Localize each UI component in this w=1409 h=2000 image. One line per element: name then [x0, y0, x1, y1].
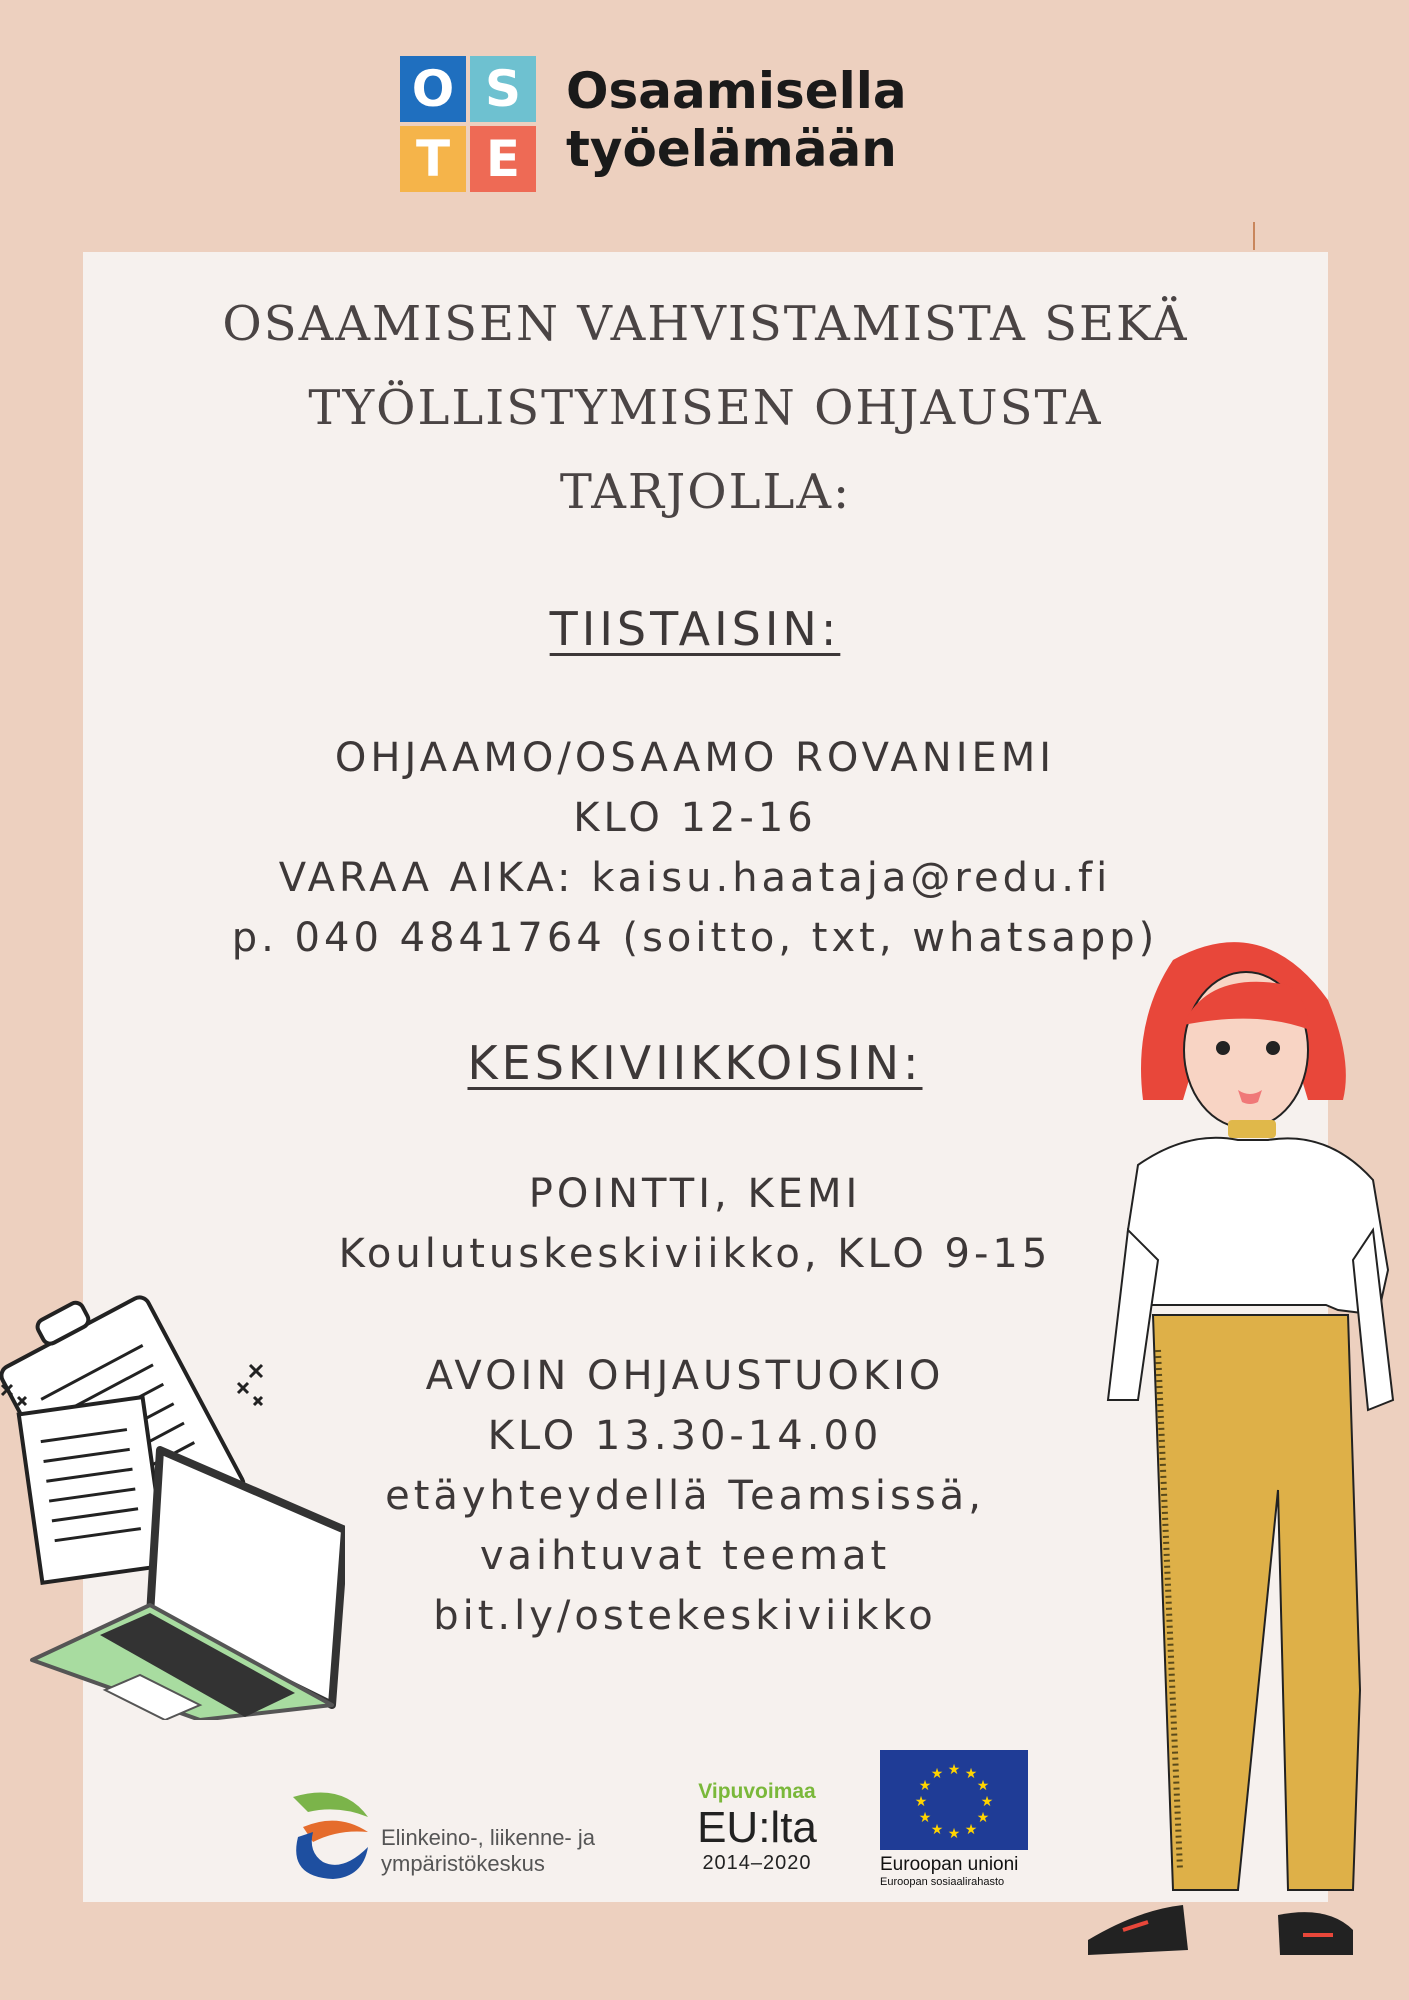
headline-line-1: OSAAMISEN VAHVISTAMISTA SEKÄ: [222, 296, 1189, 352]
vipuvoimaa-eu: EU:lta: [697, 1803, 817, 1852]
svg-text:★: ★: [930, 1822, 944, 1838]
right-arm: [1353, 1230, 1393, 1410]
tuesday-heading-wrap: [80, 602, 1310, 656]
oste-logo-grid: [400, 56, 536, 192]
wednesday-line-location: POINTTI, KEMI: [528, 1171, 862, 1217]
left-shoe: [1088, 1905, 1188, 1955]
eu-stars-icon: [880, 1750, 1028, 1850]
svg-text:★: ★: [964, 1822, 978, 1838]
tuesday-line-time: KLO 12-16: [573, 795, 817, 841]
logo-wordmark: [566, 62, 907, 178]
wednesday-line-link[interactable]: bit.ly/ostekeskiviikko: [433, 1593, 937, 1639]
wednesday-line-themes: vaihtuvat teemat: [479, 1533, 891, 1579]
tuesday-line-phone: p. 040 4841764 (soitto, txt, whatsapp): [231, 915, 1159, 961]
headline: [83, 282, 1328, 534]
svg-text:★: ★: [914, 1794, 928, 1810]
wednesday-line-teams: etäyhteydellä Teamsissä,: [385, 1473, 985, 1519]
svg-text:★: ★: [980, 1794, 994, 1810]
svg-text:★: ★: [918, 1810, 932, 1826]
tuesday-line-booking[interactable]: VARAA AIKA: kaisu.haataja@redu.fi: [278, 855, 1112, 901]
headline-line-2: TYÖLLISTYMISEN OHJAUSTA: [308, 380, 1103, 436]
right-eye: [1266, 1041, 1280, 1055]
eu-name: Euroopan unioni: [880, 1854, 1019, 1875]
woman-illustration: [1008, 930, 1409, 2000]
laptop-documents-illustration: [0, 1265, 345, 1720]
svg-text:★: ★: [976, 1810, 990, 1826]
eu-fund: Euroopan sosiaalirahasto: [880, 1876, 1005, 1888]
choker: [1228, 1120, 1276, 1138]
ely-emblem-icon: [283, 1787, 375, 1883]
logo-cell-e: E: [470, 126, 536, 192]
eu-flag-icon: [880, 1750, 1028, 1850]
wednesday-line-open-hour: AVOIN OHJAUSTUOKIO: [425, 1353, 945, 1399]
ely-logo: [283, 1785, 643, 1885]
tuesday-heading: TIISTAISIN:: [549, 602, 841, 656]
headline-line-3: TARJOLLA:: [559, 464, 852, 520]
logo-line-1: Osaamisella: [566, 62, 907, 120]
svg-text:★: ★: [964, 1766, 978, 1782]
svg-text:★: ★: [930, 1766, 944, 1782]
wednesday-heading: KESKIVIIKKOISIN:: [467, 1036, 923, 1090]
tuesday-line-location: OHJAAMO/OSAAMO ROVANIEMI: [334, 735, 1056, 781]
vipuvoimaa-title: Vipuvoimaa: [698, 1780, 816, 1803]
vipuvoimaa-logo: [672, 1780, 842, 1890]
left-arm: [1108, 1230, 1158, 1400]
paper-document: [19, 1397, 166, 1583]
svg-text:★: ★: [976, 1778, 990, 1794]
shirt: [1123, 1138, 1388, 1315]
logo-cell-t: T: [400, 126, 466, 192]
eu-logo: [880, 1750, 1030, 1888]
logo-cell-s: S: [470, 56, 536, 122]
ely-line-1: Elinkeino-, liikenne- ja: [381, 1825, 595, 1850]
ely-text: [381, 1825, 595, 1877]
vipuvoimaa-years: 2014–2020: [702, 1852, 812, 1874]
wednesday-line-open-time: KLO 13.30-14.00: [487, 1413, 883, 1459]
left-eye: [1216, 1041, 1230, 1055]
trousers: [1153, 1315, 1360, 1890]
logo-cell-o: O: [400, 56, 466, 122]
wednesday-line-training: Koulutuskeskiviikko, KLO 9-15: [338, 1231, 1052, 1277]
logo-line-2: työelämään: [566, 120, 897, 178]
svg-text:★: ★: [918, 1778, 932, 1794]
oste-logo: [400, 56, 940, 192]
svg-text:★: ★: [947, 1762, 961, 1778]
svg-text:★: ★: [947, 1826, 961, 1842]
ely-line-2: ympäristökeskus: [381, 1851, 545, 1876]
decorative-tick: [1253, 222, 1255, 250]
